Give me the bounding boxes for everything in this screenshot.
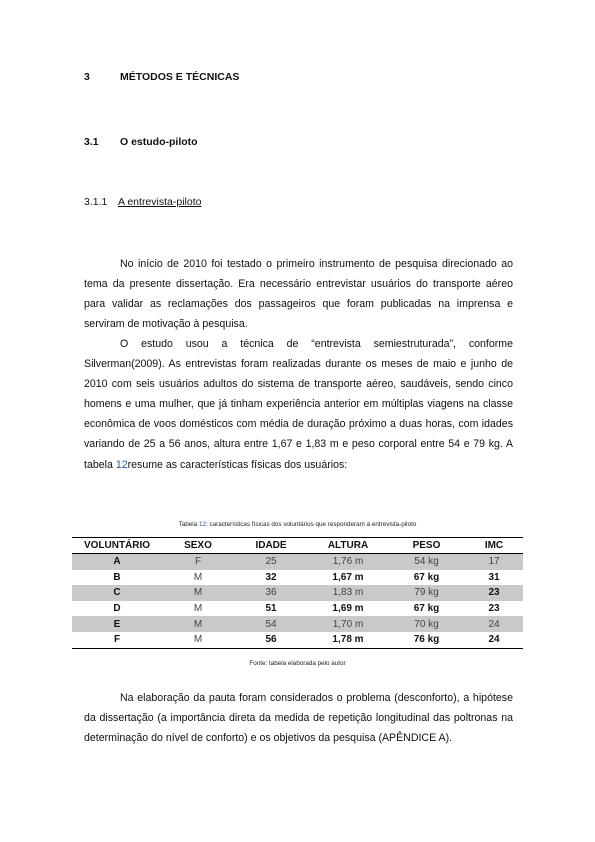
paragraph-1 — [84, 254, 513, 334]
table-row: F M 56 1,78 m 76 kg 24 — [72, 632, 523, 648]
table-reference: 12 — [115, 458, 128, 471]
header-sexo: SEXO — [162, 538, 234, 554]
chapter-heading — [84, 71, 239, 83]
volunteer-table — [72, 537, 523, 649]
subsection-heading — [84, 196, 201, 208]
table-row: D M 51 1,69 m 67 kg 23 — [113, 603, 500, 615]
table-row: B M 32 1,67 m 67 kg 31 — [113, 571, 500, 583]
header-altura: ALTURA — [308, 538, 388, 554]
paragraph-3-text: Na elaboração da pauta foram considerados o problema (desconforto), a hipótese da dissertação (a importância direta da medida de repetição longitudinal das poltronas na determinação do nível de conforto) e os objetivos da pesquisa (APÊNDICE A). — [84, 692, 513, 745]
table-row: C M 36 1,83 m 79 kg 23 — [72, 585, 523, 601]
chapter-number: 3 — [84, 71, 90, 83]
subsection-number: 3.1.1 — [84, 196, 108, 208]
header-imc: IMC — [465, 538, 523, 554]
header-voluntario: VOLUNTÁRIO — [72, 538, 162, 554]
chapter-title: MÉTODOS E TÉCNICAS — [120, 71, 240, 83]
paragraph-3 — [84, 688, 513, 748]
table-row: E M 54 1,70 m 70 kg 24 — [72, 616, 523, 632]
header-idade: IDADE — [234, 538, 308, 554]
section-title: O estudo-piloto — [120, 136, 198, 148]
table-caption-number: 12 — [198, 521, 206, 528]
table-header-row — [72, 538, 523, 554]
section-number: 3.1 — [84, 136, 99, 148]
subsection-title: A entrevista-piloto — [118, 196, 202, 208]
table-row: A F 25 1,76 m 54 kg 17 — [72, 554, 523, 570]
paragraph-1-text: No início de 2010 foi testado o primeiro instrumento de pesquisa direcionado ao tema da presente dissertação. Era necessário entrevistar usuários do transporte aéreo para validar as reclamações dos passageiros que foram publicadas na imprensa e serviram de motivação à pesquisa. — [84, 258, 513, 331]
table-source: Fonte: tabela elaborada pelo autor — [249, 660, 346, 667]
table-caption: Tabela 12: características físicas dos voluntários que responderam à entrevista-piloto — [178, 521, 417, 528]
paragraph-2-tail: resume as características físicas dos usuários: — [127, 458, 348, 471]
paragraph-2 — [84, 334, 513, 475]
header-peso: PESO — [388, 538, 465, 554]
section-heading — [84, 136, 198, 148]
paragraph-2-text: O estudo usou a técnica de “entrevista semiestruturada”, conforme Silverman(2009). As entrevistas foram realizadas durante os meses de maio e junho de 2010 com seis usuários adultos do sistema de transporte aéreo, saudáveis, sendo cinco homens e uma mulher, que já tinham experiência anterior em múltiplas viagens na classe econômica de voos domésticos com média de duração próximo a duas horas, com idades variando de 25 a 56 anos, altura entre 1,67 e 1,83 m e peso corporal entre 54 e 79 kg. A tabela — [84, 338, 513, 471]
